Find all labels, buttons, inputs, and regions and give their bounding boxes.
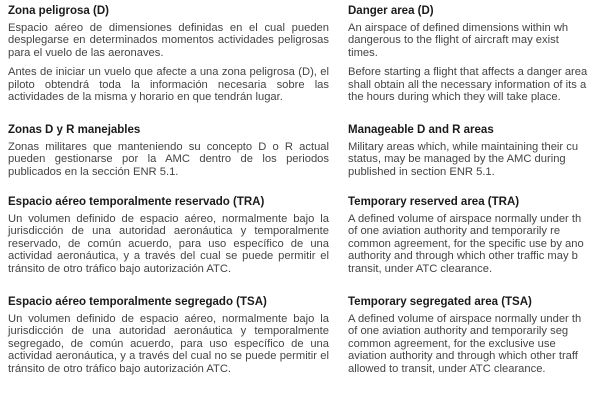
heading-tra-es: Espacio aéreo temporalmente reservado (TRA): [8, 196, 265, 208]
line: transit, under ATC clearance.: [348, 262, 493, 275]
paragraph-manageable-areas: [348, 141, 600, 178]
paragraph-tsa-es: Un volumen definido de espacio aéreo, normalmente bajo la jurisdicción de una autoridad aeronáutica y temporalmente segregado, de común acuerdo, para uso específico de una actividad aeronáutica, y a través del cual no se puede permitir el tránsito de otro tráfico bajo autorización ATC.: [8, 313, 329, 375]
line: published in section ENR 5.1.: [348, 165, 495, 178]
section-zona-peligrosa: [8, 4, 329, 103]
line: of one aviation authority and temporarily re: [348, 225, 561, 238]
line: A defined volume of airspace normally under th: [348, 213, 582, 225]
paragraph-zona-peligrosa-2: Antes de iniciar un vuelo que afecte a una zona peligrosa (D), el piloto obtendrá toda la información necesaria sobre las actividades de la misma y horario en que tendrán lugar.: [8, 66, 329, 104]
line: the hours during which they will take place.: [348, 91, 561, 104]
paragraph-zona-peligrosa-1: Espacio aéreo de dimensiones definidas en el cual pueden desplegarse en determinados momentos actividades peligrosas para el vuelo de las aeronaves.: [8, 22, 329, 59]
paragraph-danger-area-1: [348, 22, 600, 59]
line: Before starting a flight that affects a danger area: [348, 66, 588, 79]
line: allowed to transit, under ATC clearance.: [348, 362, 546, 375]
line: An airspace of defined dimensions within wh: [348, 22, 569, 34]
section-zonas-manejables: [8, 123, 329, 178]
heading-tsa-es: Espacio aéreo temporalmente segregado (TSA): [8, 296, 267, 308]
line: authority and through which other traffic may b: [348, 250, 578, 263]
paragraph-tra-en: [348, 213, 600, 275]
paragraph-tra-es: Un volumen definido de espacio aéreo, normalmente bajo la jurisdicción de una autoridad aeronáutica y temporalmente reservado, de común acuerdo, para uso específico de una actividad aeronáutica, y a través del cual se puede permitir el tránsito de otro tráfico bajo autorización ATC.: [8, 213, 329, 275]
line: common agreement, for the exclusive use: [348, 337, 556, 350]
heading-tra-en: Temporary reserved area (TRA): [348, 196, 520, 208]
paragraph-danger-area-2: [348, 66, 600, 103]
section-manageable-areas: [348, 123, 600, 178]
paragraph-zonas-manejables: Zonas militares que manteniendo su concepto D o R actual pueden gestionarse por la AMC dentro de los periodos publicados en la sección ENR 5.1.: [8, 141, 329, 178]
line: of one aviation authority and temporarily seg: [348, 325, 569, 338]
heading-tsa-en: Temporary segregated area (TSA): [348, 296, 532, 308]
line: common agreement, for the specific use by ano: [348, 237, 584, 250]
line: shall obtain all the necessary information of its a: [348, 78, 587, 91]
line: A defined volume of airspace normally under th: [348, 313, 582, 325]
line: Military areas which, while maintaining their cu: [348, 141, 579, 153]
section-tsa-es: [8, 295, 329, 375]
line: aviation authority and through which other traff: [348, 350, 578, 363]
heading-manageable-areas: Manageable D and R areas: [348, 124, 494, 136]
heading-zona-peligrosa: Zona peligrosa (D): [8, 5, 109, 17]
paragraph-tsa-en: [348, 313, 600, 375]
section-tra-en: [348, 195, 600, 275]
section-tsa-en: [348, 295, 600, 375]
line: status, may be managed by the AMC during: [348, 153, 566, 166]
heading-zonas-manejables: Zonas D y R manejables: [8, 124, 141, 136]
line: times.: [348, 46, 378, 59]
line: dangerous to the flight of aircraft may exist: [348, 34, 559, 47]
section-tra-es: [8, 195, 329, 275]
heading-danger-area: Danger area (D): [348, 5, 434, 17]
section-danger-area: [348, 4, 600, 103]
